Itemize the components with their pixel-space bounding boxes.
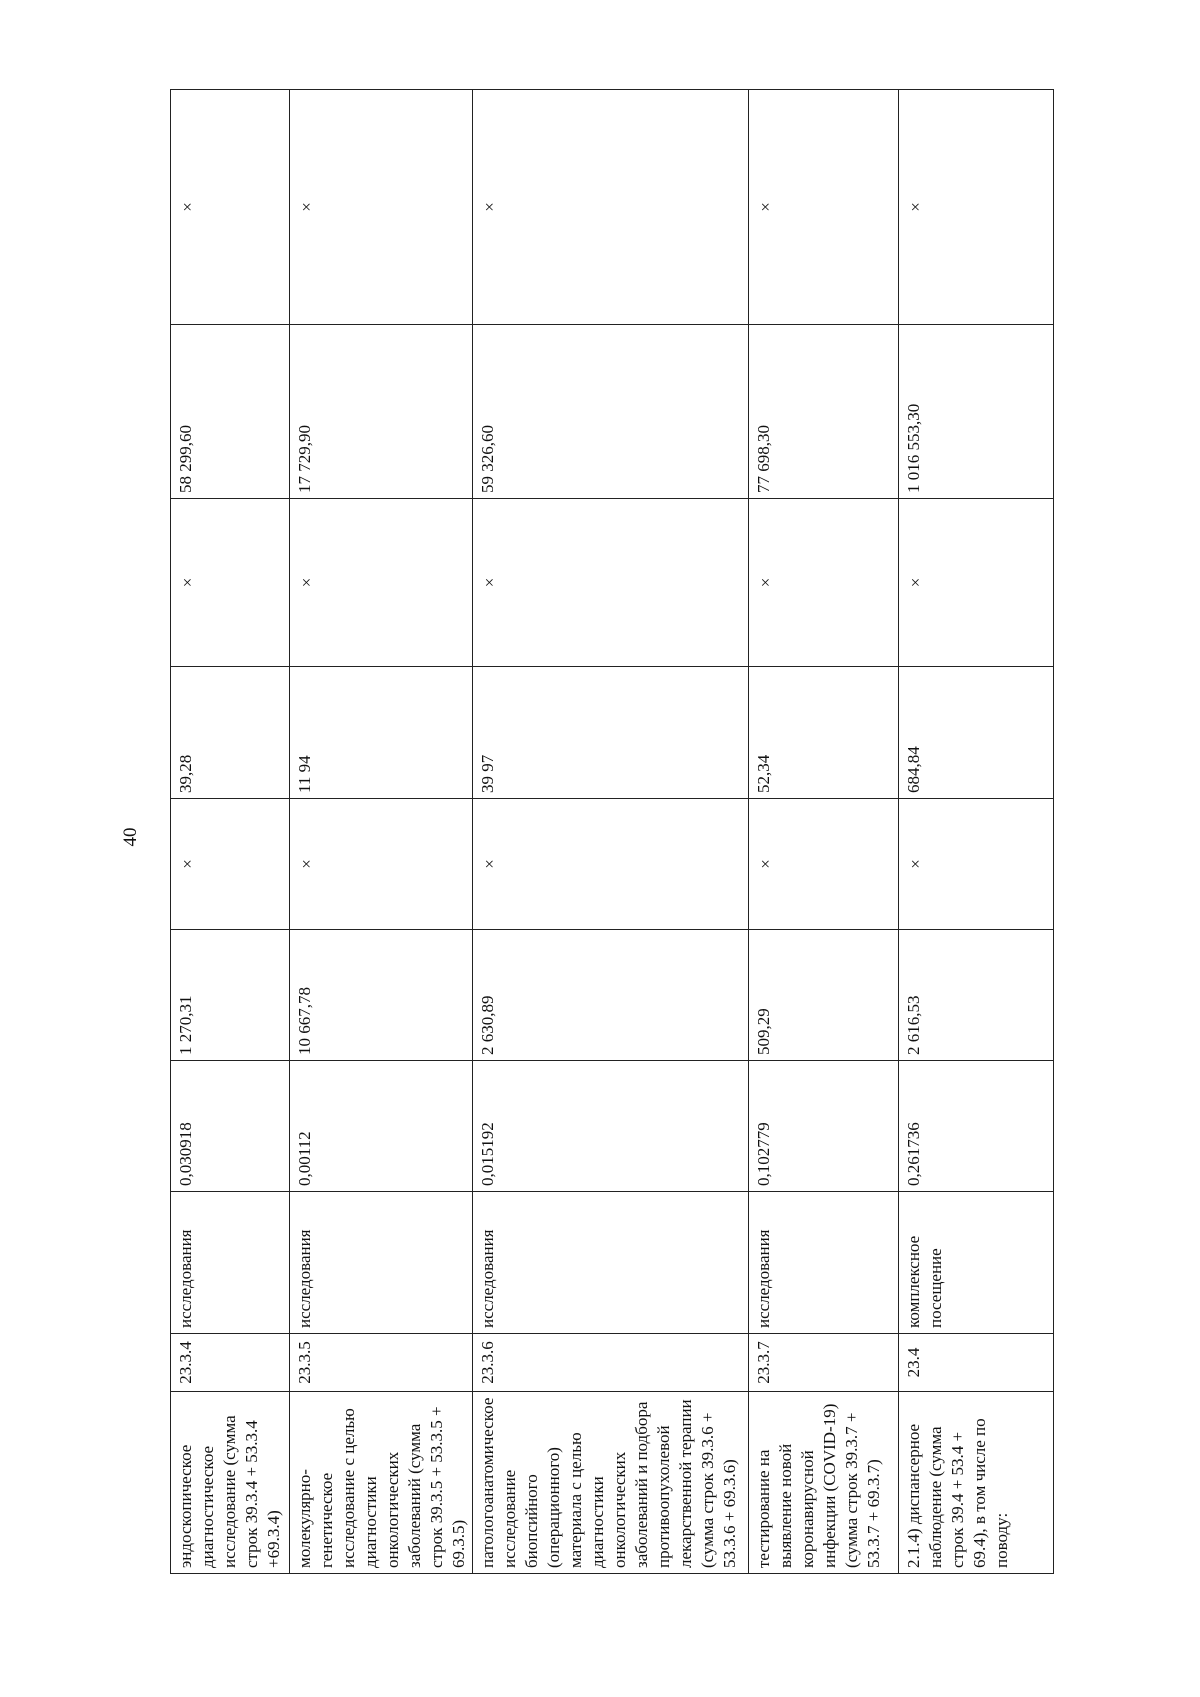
- row-total: 17 729,90: [290, 325, 473, 499]
- row-per-capita: 39 97: [473, 667, 749, 799]
- row-x-mark: ×: [480, 859, 499, 869]
- row-norm: 0,102779: [749, 1061, 899, 1192]
- row-x-mark: ×: [480, 577, 499, 588]
- rotated-table-container: [170, 90, 1030, 1574]
- row-name: молекулярно-генетическое исследование с целью диагностики онкологических заболеваний (сумма строк 39.3.5 + 53.3.5 + 69.3.5): [290, 1392, 473, 1574]
- row-norm: 0,00112: [290, 1061, 473, 1192]
- row-unit: исследования: [171, 1192, 290, 1334]
- row-unit: исследования: [473, 1192, 749, 1334]
- table-row: [473, 90, 749, 1574]
- row-cost: 2 630,89: [473, 930, 749, 1061]
- row-name: патологоанатомическое исследование биопсийного (операционного) материала с целью диагностики онкологических заболеваний и подбора противоопухолевой лекарственной терапии (сумма строк 39.3.6 + 53.3.6 + 69.3.6): [473, 1392, 749, 1574]
- table-row: [171, 90, 290, 1574]
- row-name: 2.1.4) диспансерное наблюдение (сумма строк 39.4 + 53.4 + 69.4), в том числе по поводу:: [899, 1392, 1054, 1574]
- row-x-mark: ×: [178, 202, 197, 212]
- row-x-mark: ×: [178, 577, 197, 588]
- row-x-mark: ×: [297, 859, 316, 869]
- row-cost: 1 270,31: [171, 930, 290, 1061]
- row-x-mark: ×: [756, 859, 775, 869]
- row-x-mark: ×: [480, 202, 499, 212]
- row-x-mark: ×: [756, 577, 775, 588]
- row-x-mark: ×: [906, 859, 925, 869]
- row-code: 23.3.6: [473, 1334, 749, 1392]
- row-norm: 0,015192: [473, 1061, 749, 1192]
- table-row: [290, 90, 473, 1574]
- row-code: 23.3.7: [749, 1334, 899, 1392]
- row-per-capita: 52,34: [749, 667, 899, 799]
- row-x-mark: ×: [906, 202, 925, 212]
- row-code: 23.4: [899, 1334, 1054, 1392]
- row-per-capita: 39,28: [171, 667, 290, 799]
- row-name: эндоскопическое диагностическое исследование (сумма строк 39.3.4 + 53.3.4 +69.3.4): [171, 1392, 290, 1574]
- row-total: 1 016 553,30: [899, 325, 1054, 499]
- row-unit: исследования: [290, 1192, 473, 1334]
- row-total: 58 299,60: [171, 325, 290, 499]
- row-norm: 0,030918: [171, 1061, 290, 1192]
- row-unit: исследования: [749, 1192, 899, 1334]
- row-per-capita: 11 94: [290, 667, 473, 799]
- row-cost: 509,29: [749, 930, 899, 1061]
- row-code: 23.3.4: [171, 1334, 290, 1392]
- row-x-mark: ×: [297, 202, 316, 212]
- row-x-mark: ×: [756, 202, 775, 212]
- row-code: 23.3.5: [290, 1334, 473, 1392]
- row-total: 77 698,30: [749, 325, 899, 499]
- row-norm: 0,261736: [899, 1061, 1054, 1192]
- financial-norms-table: [170, 89, 1054, 1574]
- page-number: 40: [120, 827, 141, 847]
- row-name: тестирование на выявление новой коронавирусной инфекции (COVID-19) (сумма строк 39.3.7 + 53.3.7 + 69.3.7): [749, 1392, 899, 1574]
- row-x-mark: ×: [906, 577, 925, 588]
- table-row: [899, 90, 1054, 1574]
- row-cost: 10 667,78: [290, 930, 473, 1061]
- row-x-mark: ×: [297, 577, 316, 588]
- row-x-mark: ×: [178, 859, 197, 869]
- row-unit: комплексное посещение: [899, 1192, 1054, 1334]
- row-cost: 2 616,53: [899, 930, 1054, 1061]
- row-total: 59 326,60: [473, 325, 749, 499]
- row-per-capita: 684,84: [899, 667, 1054, 799]
- table-row: [749, 90, 899, 1574]
